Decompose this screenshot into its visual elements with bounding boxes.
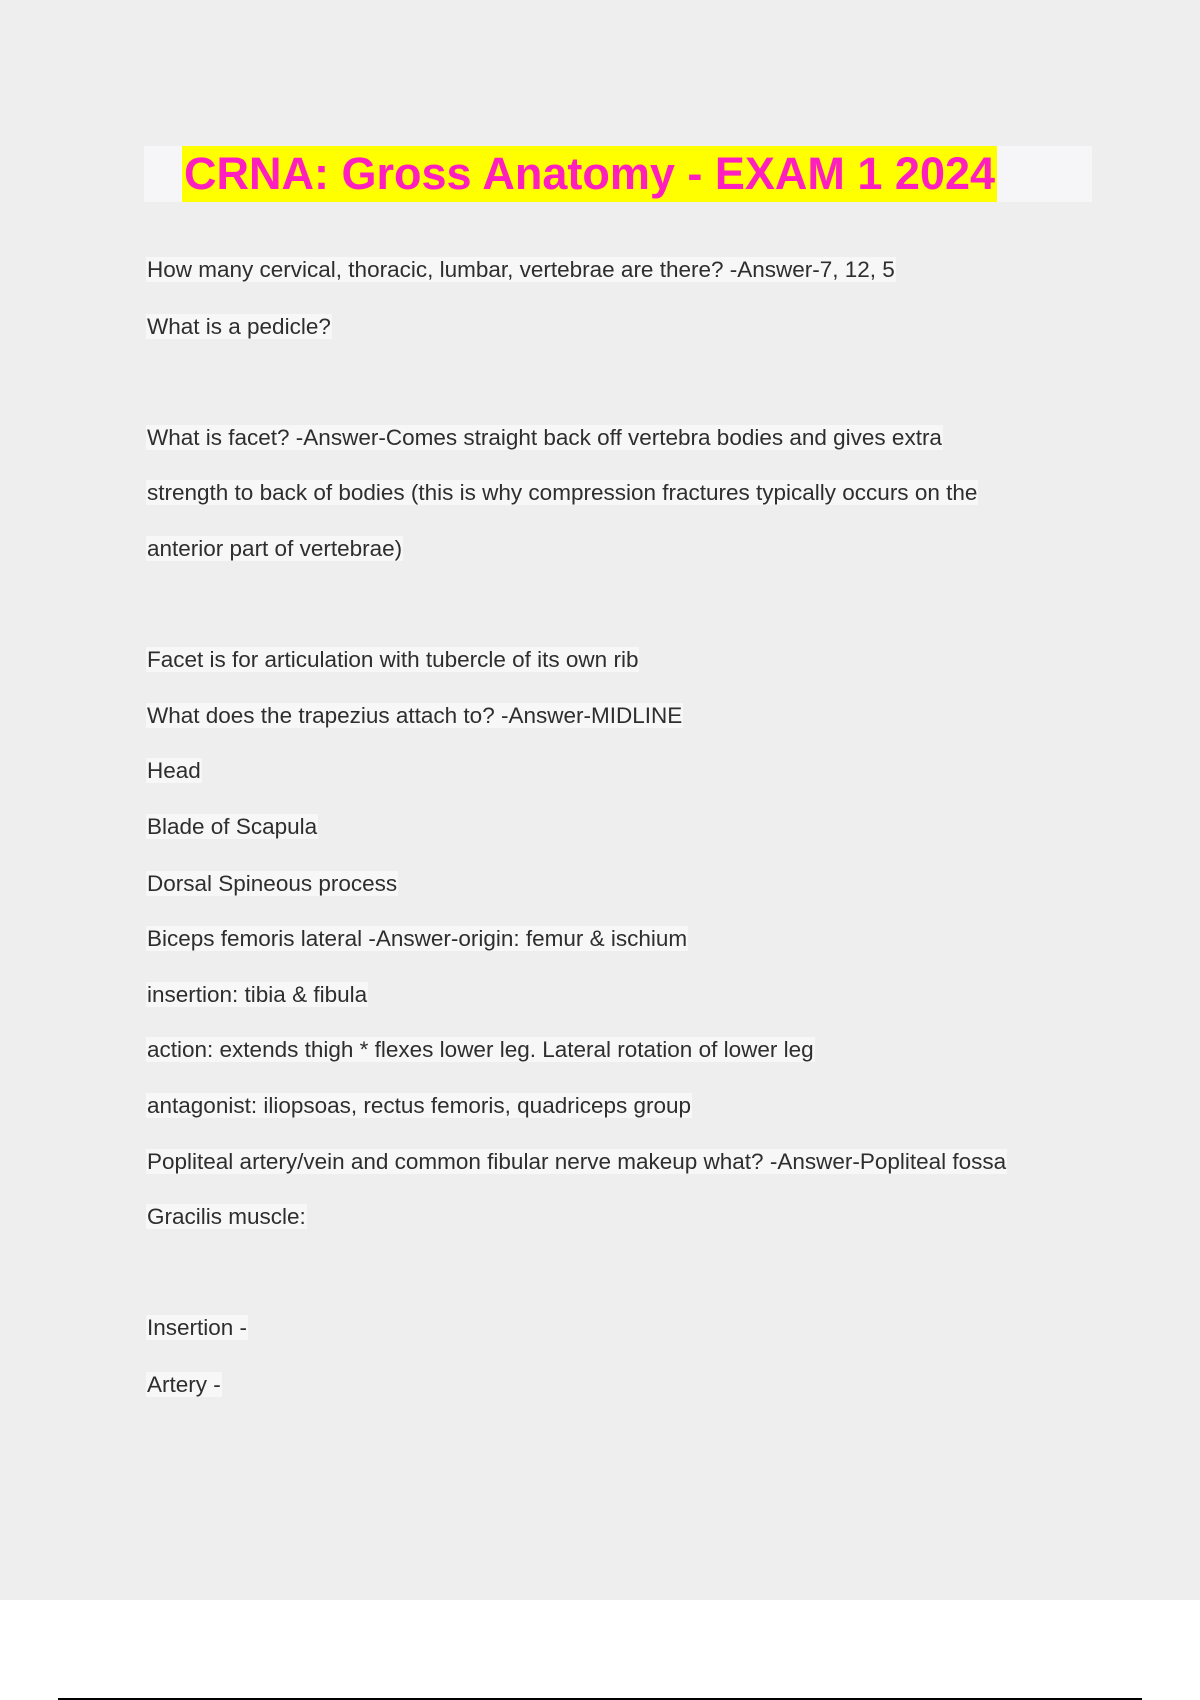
document-title: CRNA: Gross Anatomy - EXAM 1 2024 — [182, 146, 997, 202]
text-line: What is a pedicle? — [147, 314, 331, 339]
text-line: Facet is for articulation with tubercle of its own rib — [147, 647, 639, 672]
text-line: Biceps femoris lateral -Answer-origin: femur & ischium — [147, 926, 688, 951]
text-line: Gracilis muscle: — [147, 1204, 306, 1229]
text-line: anterior part of vertebrae) — [147, 536, 403, 561]
text-line: action: extends thigh * flexes lower leg. Lateral rotation of lower leg — [147, 1037, 814, 1062]
text-line: Head — [147, 758, 201, 783]
text-line: What does the trapezius attach to? -Answer-MIDLINE — [147, 703, 683, 728]
text-line: Insertion - — [147, 1315, 248, 1340]
text-line: Dorsal Spineous process — [147, 871, 398, 896]
text-line: insertion: tibia & fibula — [147, 982, 368, 1007]
text-line: Blade of Scapula — [147, 814, 318, 839]
text-line: Artery - — [147, 1372, 221, 1397]
text-line: strength to back of bodies (this is why compression fractures typically occurs on the — [147, 480, 978, 505]
text-line: What is facet? -Answer-Comes straight back off vertebra bodies and gives extra — [147, 425, 942, 450]
document-body — [146, 0, 1146, 1600]
text-line: How many cervical, thoracic, lumbar, vertebrae are there? -Answer-7, 12, 5 — [147, 257, 895, 282]
text-line: Popliteal artery/vein and common fibular nerve makeup what? -Answer-Popliteal fossa — [147, 1149, 1007, 1174]
text-line: antagonist: iliopsoas, rectus femoris, quadriceps group — [147, 1093, 692, 1118]
